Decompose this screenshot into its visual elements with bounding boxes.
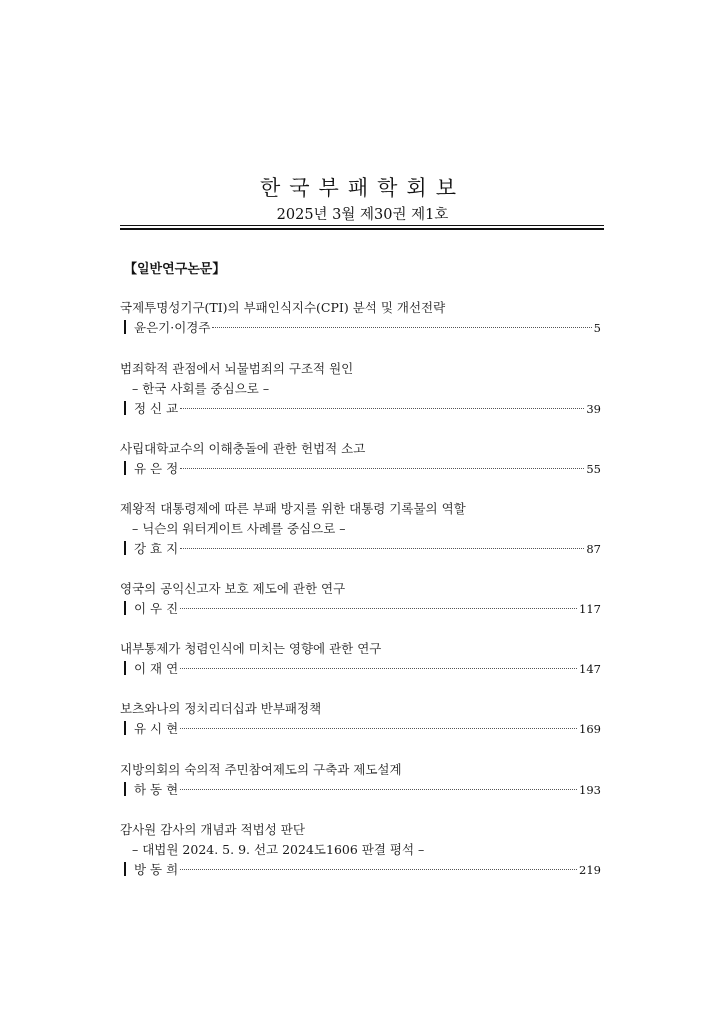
toc-entry[interactable]	[120, 499, 601, 559]
dot-leader	[180, 668, 577, 669]
entry-title[interactable]: 사립대학교수의 이해충돌에 관한 헌법적 소고	[120, 441, 366, 456]
entry-author: 방 동 희	[134, 862, 179, 877]
entry-author-line	[120, 719, 601, 739]
entry-title[interactable]: 보츠와나의 정치리더십과 반부패정책	[120, 701, 322, 716]
toc-entry[interactable]	[120, 359, 601, 419]
toc-entry[interactable]	[120, 439, 601, 479]
header-rule-thick	[120, 228, 604, 230]
entry-author-line	[120, 399, 601, 419]
toc-entry[interactable]	[120, 298, 601, 338]
entry-title[interactable]: 내부통제가 청렴인식에 미치는 영향에 관한 연구	[120, 641, 382, 656]
author-marker	[124, 401, 126, 415]
dot-leader	[180, 608, 577, 609]
dot-leader	[212, 327, 591, 328]
entry-title[interactable]: 영국의 공익신고자 보호 제도에 관한 연구	[120, 581, 346, 596]
entry-author-line	[120, 599, 601, 619]
entry-page-number: 193	[579, 783, 601, 797]
entry-title[interactable]: 제왕적 대통령제에 따른 부패 방지를 위한 대통령 기록물의 역할	[120, 501, 466, 516]
entry-page-number: 147	[579, 662, 601, 676]
entry-author-line	[120, 860, 601, 880]
entry-page-number: 87	[586, 542, 601, 556]
toc-entry[interactable]	[120, 820, 601, 880]
entry-author: 정 신 교	[134, 401, 179, 416]
author-marker	[124, 782, 126, 796]
dot-leader	[180, 408, 584, 409]
author-marker	[124, 661, 126, 675]
entry-subtitle: – 닉슨의 워터게이트 사례를 중심으로 –	[132, 521, 346, 536]
entry-page-number: 169	[579, 722, 601, 736]
dot-leader	[180, 468, 584, 469]
toc-entry[interactable]	[120, 760, 601, 800]
dot-leader	[180, 728, 577, 729]
author-marker	[124, 320, 126, 334]
entry-title[interactable]: 범죄학적 관점에서 뇌물범죄의 구조적 원인	[120, 361, 354, 376]
toc-entry[interactable]	[120, 699, 601, 739]
entry-subtitle: – 한국 사회를 중심으로 –	[132, 381, 270, 396]
author-marker	[124, 461, 126, 475]
issue-line: 2025년 3월 제30권 제1호	[276, 207, 449, 223]
header-rule-thin	[120, 225, 604, 226]
author-marker	[124, 721, 126, 735]
entry-author-line	[120, 318, 601, 338]
entry-page-number: 55	[586, 462, 601, 476]
entry-author: 하 동 현	[134, 782, 179, 797]
entry-author-line	[120, 539, 601, 559]
toc-entry[interactable]	[120, 639, 601, 679]
toc-entry[interactable]	[120, 579, 601, 619]
entry-author-line	[120, 659, 601, 679]
entry-author: 유 은 정	[134, 461, 179, 476]
entry-author-line	[120, 459, 601, 479]
author-marker	[124, 862, 126, 876]
entry-author: 윤은기·이경주	[134, 320, 211, 335]
entry-page-number: 5	[593, 321, 601, 335]
entry-page-number: 219	[579, 863, 601, 877]
entry-page-number: 39	[586, 402, 601, 416]
author-marker	[124, 601, 126, 615]
entry-title[interactable]: 감사원 감사의 개념과 적법성 판단	[120, 822, 305, 837]
entry-author-line	[120, 780, 601, 800]
journal-title: 한국부패학회보	[259, 176, 465, 200]
entry-author: 이 재 연	[134, 661, 179, 676]
section-heading: 【일반연구논문】	[124, 262, 226, 277]
entry-title[interactable]: 지방의회의 숙의적 주민참여제도의 구축과 제도설계	[120, 762, 402, 777]
dot-leader	[180, 789, 577, 790]
entry-title[interactable]: 국제투명성기구(TI)의 부패인식지수(CPI) 분석 및 개선전략	[120, 300, 446, 315]
entry-author: 강 효 지	[134, 541, 179, 556]
entry-subtitle: – 대법원 2024. 5. 9. 선고 2024도1606 판결 평석 –	[132, 842, 425, 857]
entry-page-number: 117	[579, 602, 601, 616]
author-marker	[124, 541, 126, 555]
dot-leader	[180, 869, 577, 870]
entry-author: 이 우 진	[134, 601, 179, 616]
dot-leader	[180, 548, 584, 549]
entry-author: 유 시 현	[134, 721, 179, 736]
